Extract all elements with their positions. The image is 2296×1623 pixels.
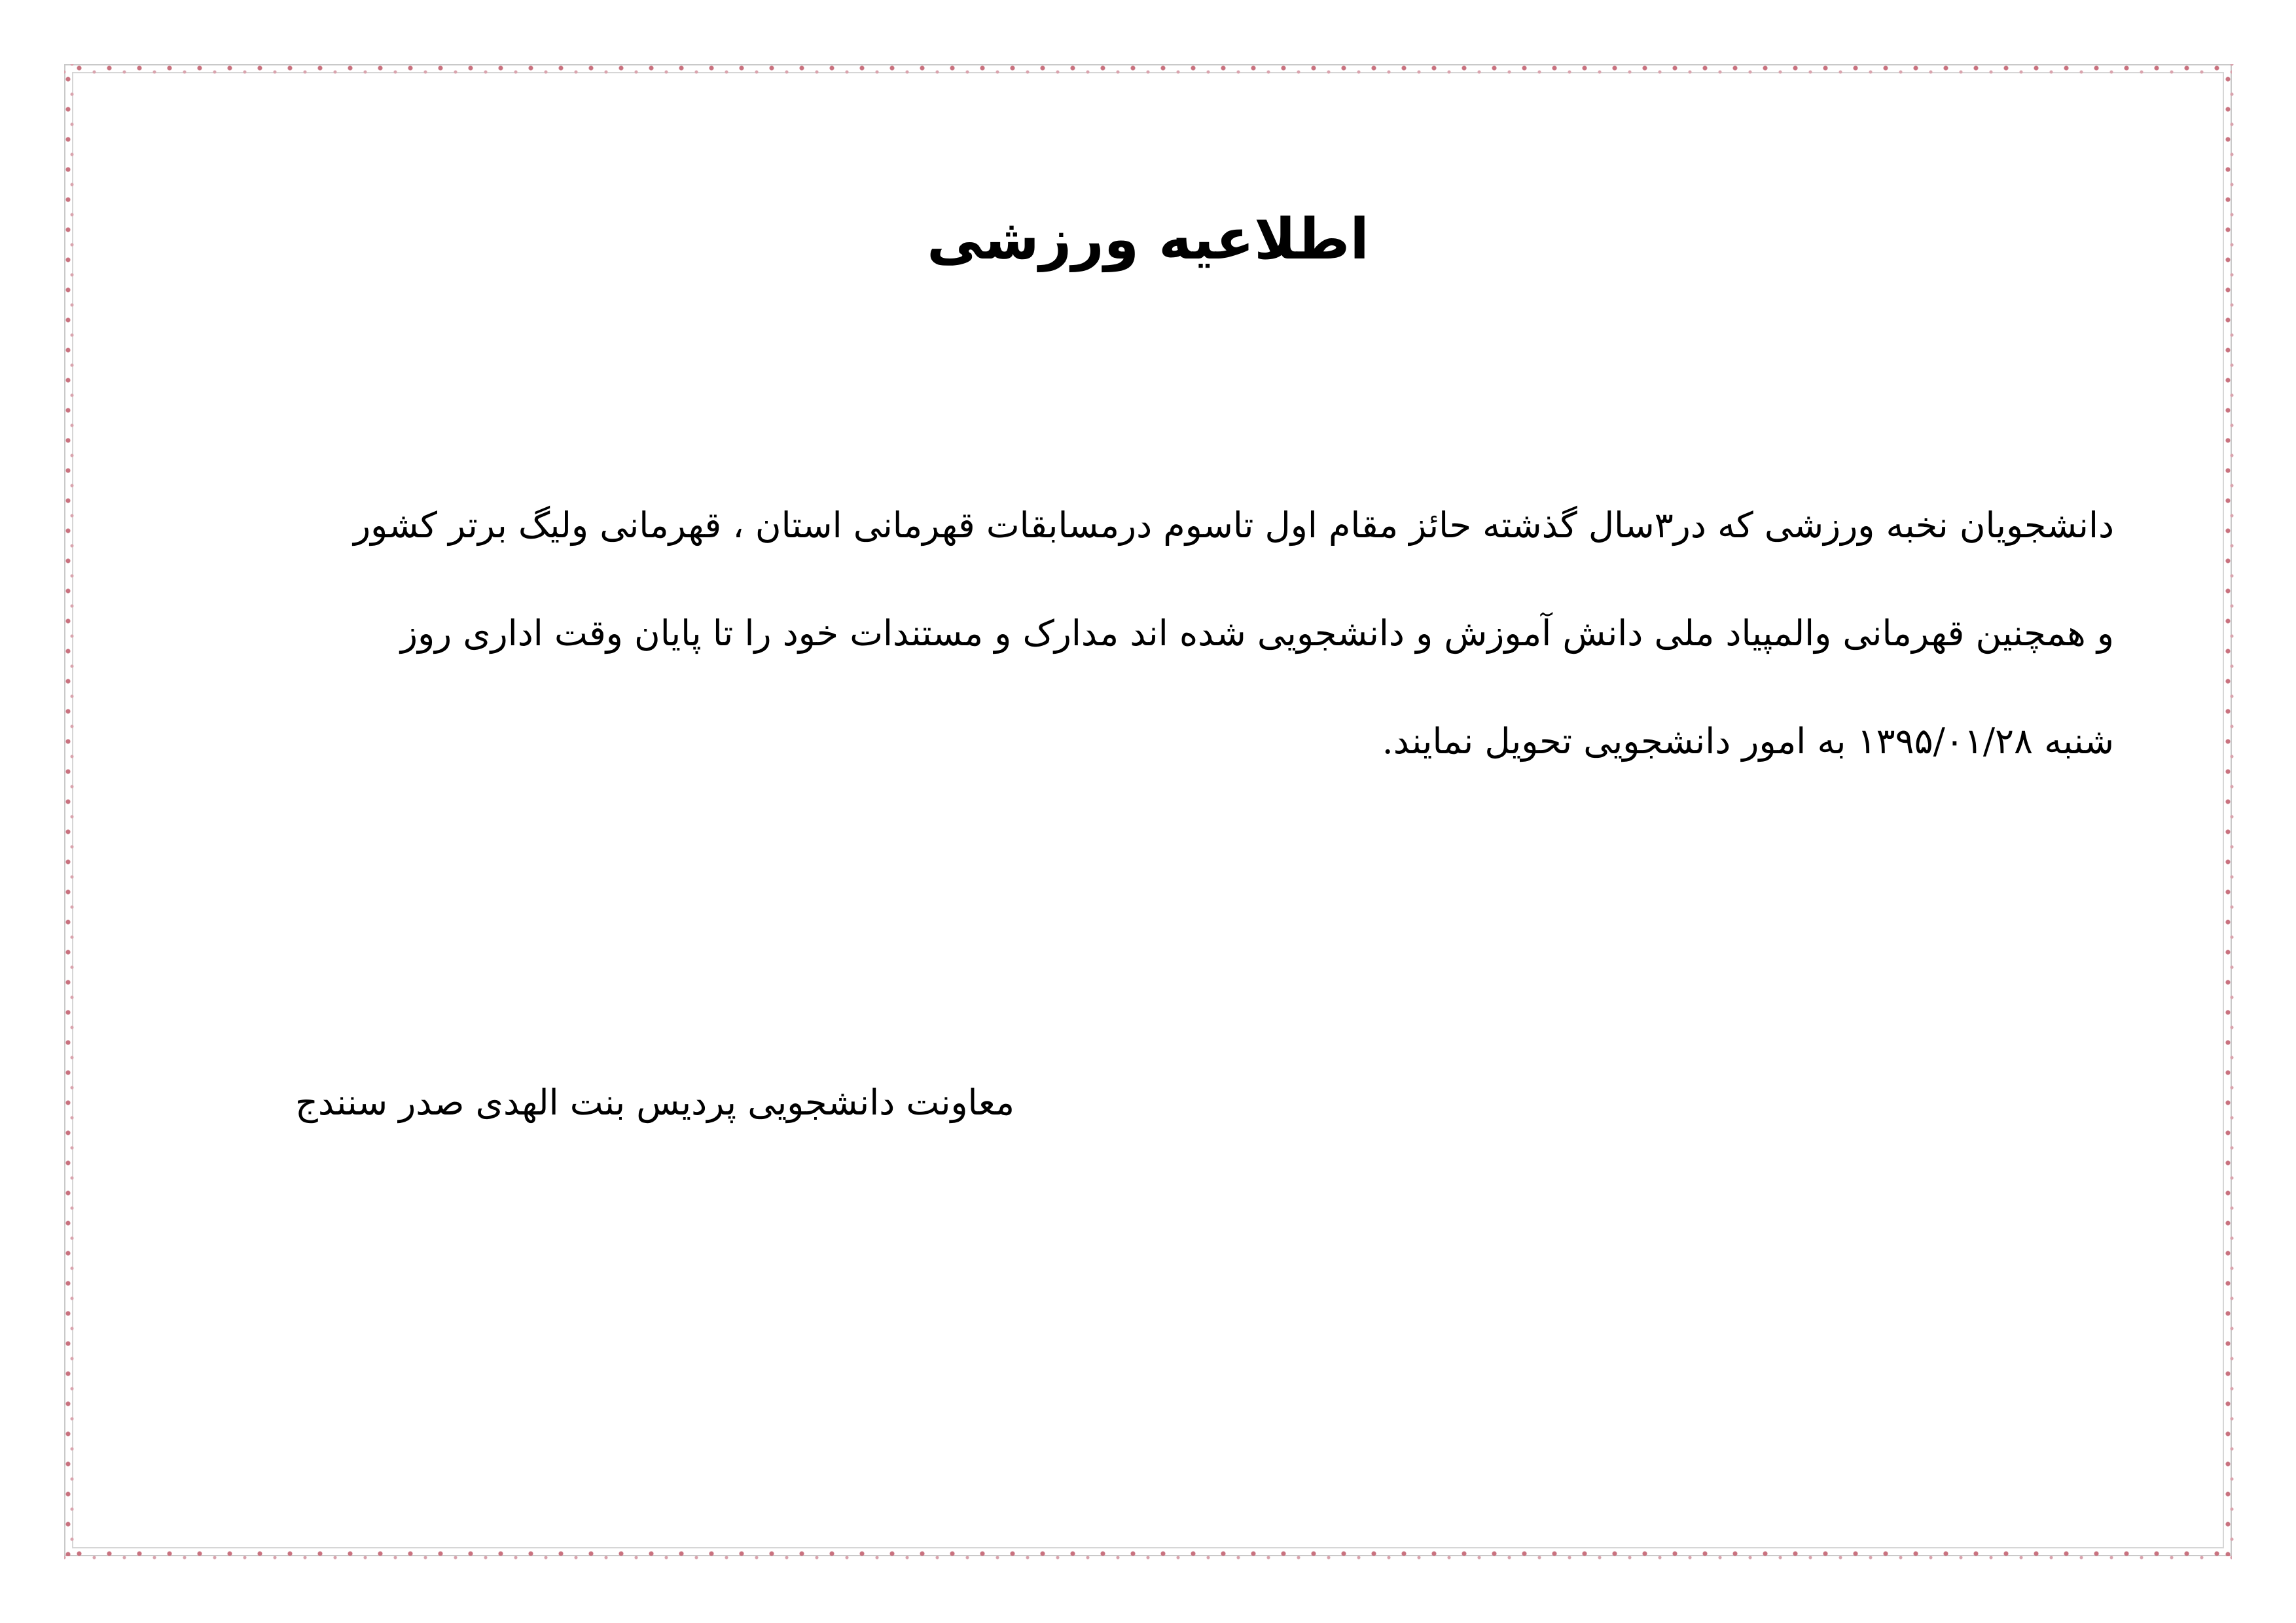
body-line-2: و همچنین قهرمانی والمپیاد ملی دانش آموزش و دانشجویی شده اند مدارک و مستندات خود را تا پایان وقت اداری روز xyxy=(401,613,2114,654)
signature: معاونت دانشجویی پردیس بنت الهدی صدر سنندج xyxy=(295,1082,1014,1123)
body-line-1: دانشجویان نخبه ورزشی که در۳سال گذشته حائز مقام اول تاسوم درمسابقات قهرمانی استان ، قهرمانی ولیگ برتر کشور xyxy=(353,505,2114,546)
page-border xyxy=(64,64,2232,1556)
announcement-title: اطلاعیه ورزشی xyxy=(927,207,1369,272)
announcement-body xyxy=(196,471,2114,795)
body-line-3: شنبه ۱۳۹۵/۰۱/۲۸ به امور دانشجویی تحویل نمایند. xyxy=(1382,721,2114,762)
